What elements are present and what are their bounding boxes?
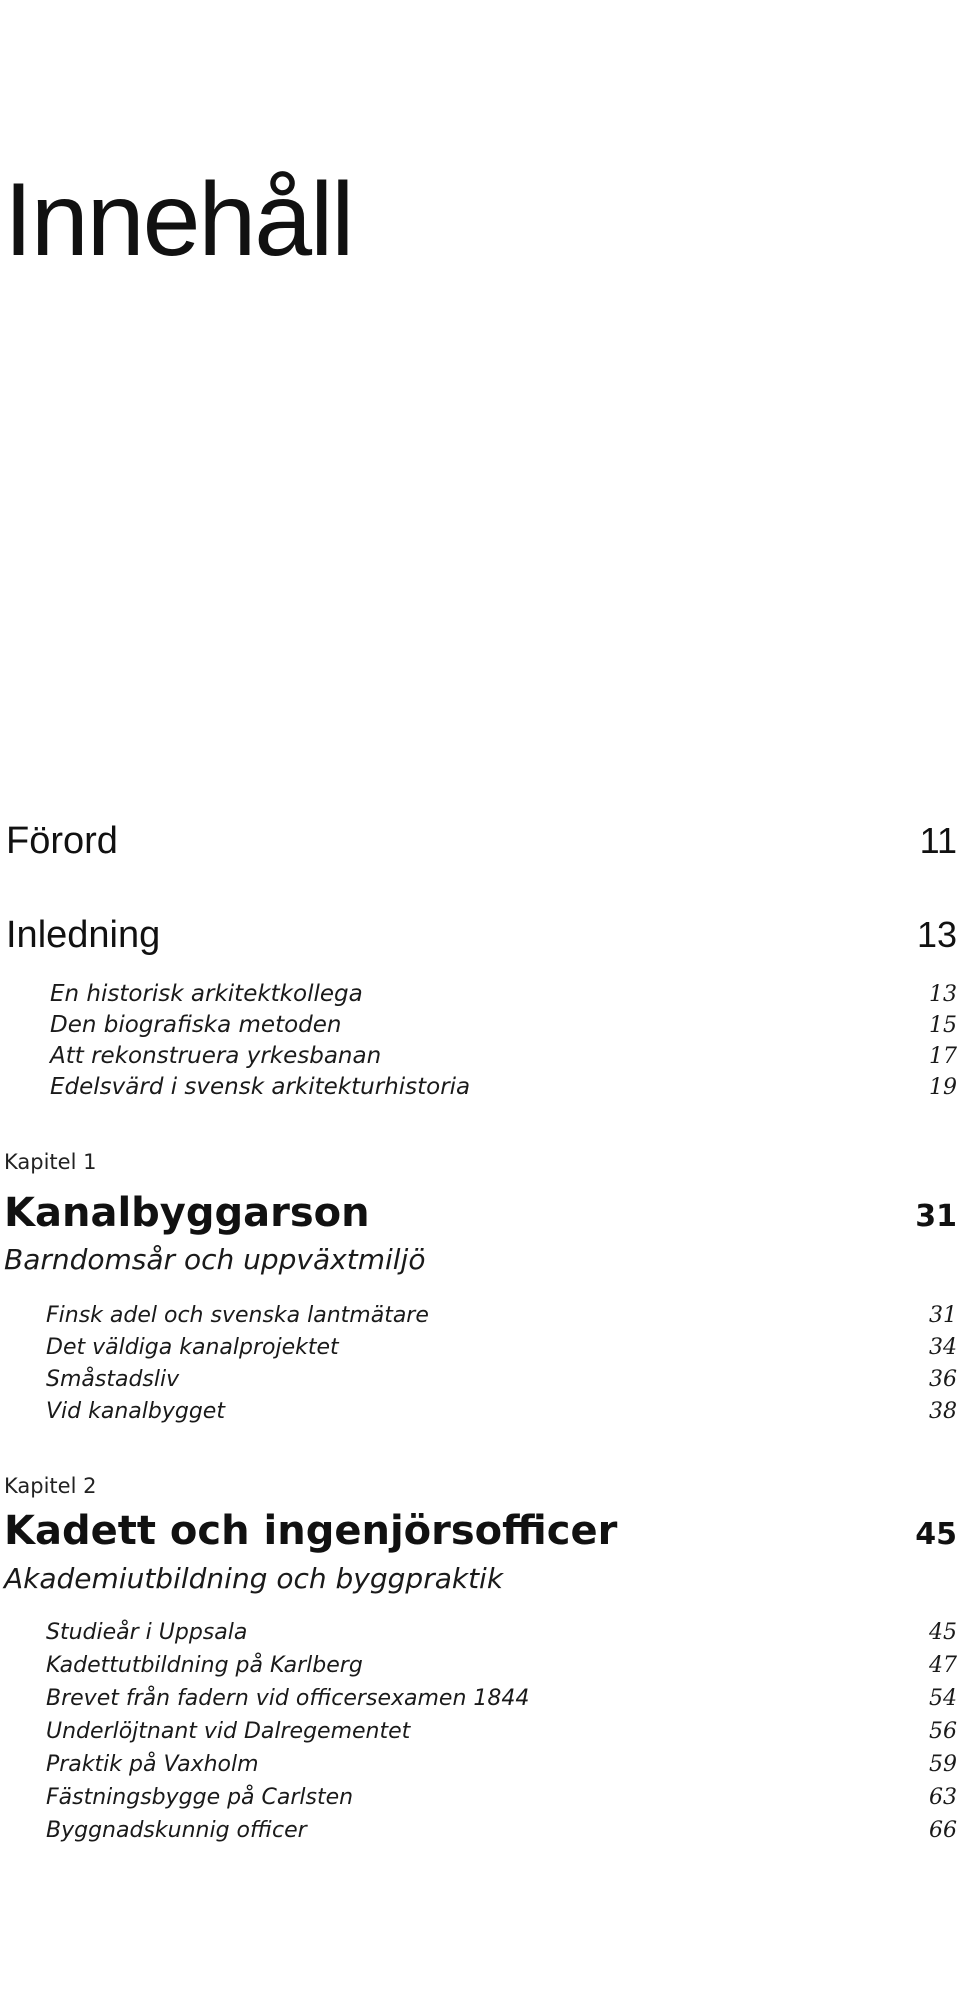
toc-section-page: 54 [929,1686,957,1711]
toc-section[interactable] [46,1686,957,1711]
toc-entry-label: Inledning [6,914,161,956]
toc-entry-forord[interactable] [6,820,957,863]
toc-section[interactable] [46,1653,957,1678]
toc-subentry-label: Att rekonstruera yrkesbanan [50,1043,382,1069]
toc-section-label: Småstadsliv [46,1367,180,1392]
toc-section-page: 31 [929,1303,957,1328]
toc-chapter-1[interactable] [4,1190,957,1236]
toc-section-label: Brevet från fadern vid officersexamen 1844 [46,1686,530,1711]
toc-subentry-page: 13 [929,982,957,1007]
chapter-title: Kadett och ingenjörsofficer [4,1508,618,1554]
toc-section-label: Fästningsbygge på Carlsten [46,1785,354,1810]
toc-section-label: Studieår i Uppsala [46,1620,248,1645]
chapter-title: Kanalbyggarson [4,1190,370,1236]
toc-section-label: Praktik på Vaxholm [46,1752,259,1777]
chapter-page: 45 [915,1517,957,1552]
toc-section[interactable] [46,1399,957,1424]
chapter-subtitle: Akademiutbildning och byggpraktik [4,1562,504,1595]
toc-section[interactable] [46,1818,957,1843]
toc-section-page: 59 [929,1752,957,1777]
toc-subentry[interactable] [50,1043,957,1069]
chapter-page: 31 [915,1199,957,1234]
toc-section[interactable] [46,1335,957,1360]
toc-section-page: 63 [929,1785,957,1810]
toc-section-label: Byggnadskunnig officer [46,1818,307,1843]
toc-subentry[interactable] [50,981,957,1007]
page-title: Innehåll [4,162,353,278]
toc-section[interactable] [46,1367,957,1392]
toc-chapter-2[interactable] [4,1508,957,1554]
toc-section[interactable] [46,1785,957,1810]
toc-entry-page: 13 [916,914,957,955]
toc-section[interactable] [46,1752,957,1777]
chapter-kicker: Kapitel 1 [4,1150,97,1174]
toc-section-page: 38 [929,1399,957,1424]
toc-section-page: 45 [929,1620,957,1645]
toc-section[interactable] [46,1620,957,1645]
toc-subentry-page: 15 [929,1013,957,1038]
toc-subentry-label: En historisk arkitektkollega [50,981,363,1007]
toc-subentry-label: Edelsvärd i svensk arkitekturhistoria [50,1074,471,1100]
toc-section-label: Vid kanalbygget [46,1399,225,1424]
toc-subentry[interactable] [50,1074,957,1100]
toc-entry-label: Förord [6,820,118,862]
toc-section[interactable] [46,1303,957,1328]
toc-section-label: Det väldiga kanalprojektet [46,1335,339,1360]
toc-section-label: Underlöjtnant vid Dalregementet [46,1719,411,1744]
toc-subentry-label: Den biografiska metoden [50,1012,342,1038]
toc-section-page: 66 [929,1818,957,1843]
toc-subentry-page: 19 [929,1075,957,1100]
toc-section-label: Finsk adel och svenska lantmätare [46,1303,429,1328]
toc-section-label: Kadettutbildning på Karlberg [46,1653,363,1678]
toc-subentry[interactable] [50,1012,957,1038]
toc-section[interactable] [46,1719,957,1744]
toc-section-page: 34 [929,1335,957,1360]
chapter-subtitle: Barndomsår och uppväxtmiljö [4,1243,426,1276]
chapter-kicker: Kapitel 2 [4,1474,97,1498]
toc-section-page: 56 [929,1719,957,1744]
toc-section-page: 36 [929,1367,957,1392]
toc-subentry-page: 17 [929,1044,957,1069]
toc-entry-inledning[interactable] [6,914,957,957]
toc-section-page: 47 [929,1653,957,1678]
toc-entry-page: 11 [919,820,957,861]
